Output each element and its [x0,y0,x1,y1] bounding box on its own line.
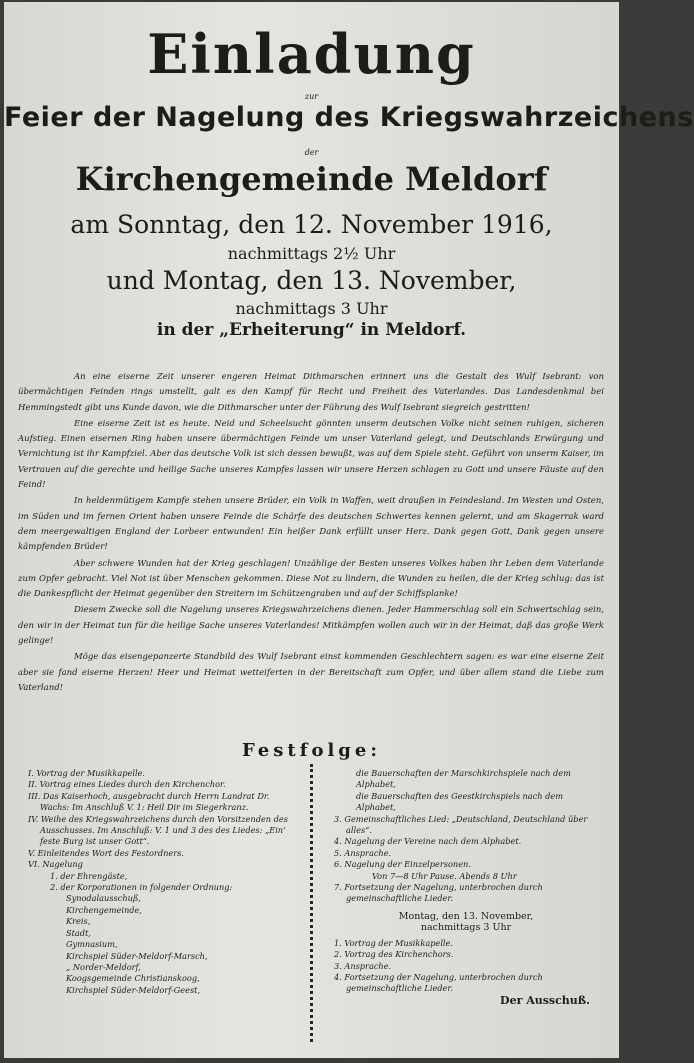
paragraph: Diesem Zwecke soll die Nagelung unseres Kriegswahrzeichens dienen. Jeder Hammerschlag soll ein Schwertschlag sein, den wir in der Heimat tun für die heilige Sache unseres Vaterlandes! Mitkämpfen wollen auch wir in der Heimat, daß das große Werk gelinge! [18,605,604,647]
program-right-column [332,768,600,1006]
program-item: 5. Ansprache. [334,847,392,858]
invitation-text [18,370,604,697]
program-item: V. Einleitendes Wort des Festordners. [28,847,184,858]
program-item: 7. Fortsetzung der Nagelung, unterbrochen durch gemeinschaftliche Lieder. [334,882,543,904]
program-subitem: Kirchspiel Süder-Meldorf-Marsch, [66,950,208,961]
program-subitem: Gymnasium, [66,939,118,950]
program-subitem: die Bauerschaften des Geestkirchspiels nach dem Alphabet, [356,790,563,813]
poster-subtitle: Feier der Nagelung des Kriegswahrzeichens [4,102,694,133]
column-divider [310,764,316,1042]
program-item: 4. Nagelung der Vereine nach dem Alphabet. [334,836,522,847]
program-item: 4. Fortsetzung der Nagelung, unterbrochen durch gemeinschaftliche Lieder. [334,971,543,994]
program-item: VI. Nagelung [28,859,83,870]
program-item: II. Vortrag eines Liedes durch den Kirchenchor. [28,779,226,790]
program-item: III. Das Kaiserhoch, ausgebracht durch Herrn Landrat Dr. Wachs: Im Anschluß V. 1: Heil Dir im Siegerkranz. [28,790,270,813]
program-item: I. Vortrag der Musikkapelle. [28,768,146,778]
paragraph: Möge das eisengepanzerte Standbild des Wulf Isebrant einst kommenden Geschlechtern sagen: es war eine eiserne Zeit aber sie fand eiserne Herzen! Heer und Heimat wetteiferten in der Bereitschaft zum Opfer, und über allem stand die Liebe zum Vaterland! [18,652,604,693]
connector-zur: zur [304,92,319,101]
program-subitem: Von 7—8 Uhr Pause. Abends 8 Uhr [372,870,517,881]
program-subitem: Kreis, [66,916,91,927]
program-item: 3. Gemeinschaftliches Lied: „Deutschland, Deutschland über alles“. [334,813,588,836]
signature: Der Ausschuß. [500,993,590,1007]
program-subitem: „ Norder-Meldorf, [66,961,141,972]
paragraph: An eine eiserne Zeit unserer engeren Heimat Dithmarschen erinnert uns die Gestalt des Wulf Isebrant: von übermächtigen Feinden rings umstellt, galt es den Kampf für Recht und Freiheit des Vaterlandes. Das Landesdenkmal bei Hemmingstedt gibt uns Kunde davon, wie die Dithmarscher unter der Führung des Wulf Isebrant siegreich gestritten! [18,372,604,413]
program-subitem: 2. der Korporationen in folgender Ordnung: [50,882,233,893]
time-sunday: nachmittags 2½ Uhr [227,244,396,263]
date-sunday: am Sonntag, den 12. November 1916, [70,210,553,239]
paragraph: Eine eiserne Zeit ist es heute. Neid und Scheelsucht gönnten unserm deutschen Volke nicht seinen ruhigen, sicheren Aufstieg. Einen eisernen Ring haben unsere übermächtigen Feinde um unser Vaterland gelegt, und Deutschlands Erwürgung und Vernichtung ist ihr Kampfziel. Aber das deutsche Volk ist sich dessen bewußt, was auf dem Spiele steht. Geführt von unserm Kaiser, im Vertrauen auf die gerechte und heilige Sache unseres Kampfes lassen wir unsere Herzen schlagen zu Gott und unsere Fäuste auf den Feind! [18,418,604,491]
paragraph: In heldenmütigem Kampfe stehen unsere Brüder, ein Volk in Waffen, weit draußen in Feindesland. Im Westen und Osten, im Süden und im fernen Orient haben unsere Feinde die Schärfe des deutschen Schwertes kennen gelernt, und am Skagerrak ward dem meergewaltigen England der Lorbeer entwunden! Ein heißer Dank erfüllt unser Herz. Dank gegen Gott, Dank gegen unsere kämpfenden Brüder! [18,496,604,553]
venue: in der „Erheiterung“ in Meldorf. [156,320,467,340]
program-subitem: Koogsgemeinde Christianskoog, [66,973,200,984]
program-subitem: die Bauerschaften der Marschkirchspiele nach dem Alphabet, [356,768,571,790]
paragraph: Aber schwere Wunden hat der Krieg geschlagen! Unzählige der Besten unseres Volkes haben ihr Leben dem Vaterlande zum Opfer gebracht. Viel Not ist über Menschen gekommen. Diese Not zu lindern, die Wunden zu heilen, die der Krieg schlug: das ist die Dankespflicht der Heimat gegenüber den Streitern im Schützengraben und auf der Schiffsplanke! [18,558,604,600]
monday-time: nachmittags 3 Uhr [420,922,512,934]
connector-der: der [304,148,319,157]
program-item: 2. Vortrag des Kirchenchors. [334,949,454,960]
program-item: 1. Vortrag der Musikkapelle. [334,937,454,948]
time-monday: nachmittags 3 Uhr [235,299,388,318]
poster-sheet [4,2,694,1058]
monday-heading: Montag, den 13. November, [398,910,534,922]
program-subitem: Stadt, [66,927,91,938]
date-monday: und Montag, den 13. November, [106,266,517,295]
program-subitem: Kirchengemeinde, [66,904,142,915]
program-item: 6. Nagelung der Einzelpersonen. [334,859,471,870]
festfolge-heading: Festfolge: [242,740,381,761]
program-subitem: Synodalausschuß, [66,893,141,904]
program-subitem: 1. der Ehrengäste, [50,870,128,881]
program-subitem: Kirchspiel Süder-Meldorf-Geest, [66,984,201,995]
program-left-column [26,768,294,996]
poster-title: Einladung [147,22,476,86]
congregation-name: Kirchengemeinde Meldorf [75,160,548,198]
program-item: 3. Ansprache. [334,960,392,971]
program-item: IV. Weihe des Kriegswahrzeichens durch den Vorsitzenden des Ausschusses. Im Anschluß: V. 1 und 3 des des Liedes: „Ein' feste Burg ist unser Gott“. [28,813,288,847]
